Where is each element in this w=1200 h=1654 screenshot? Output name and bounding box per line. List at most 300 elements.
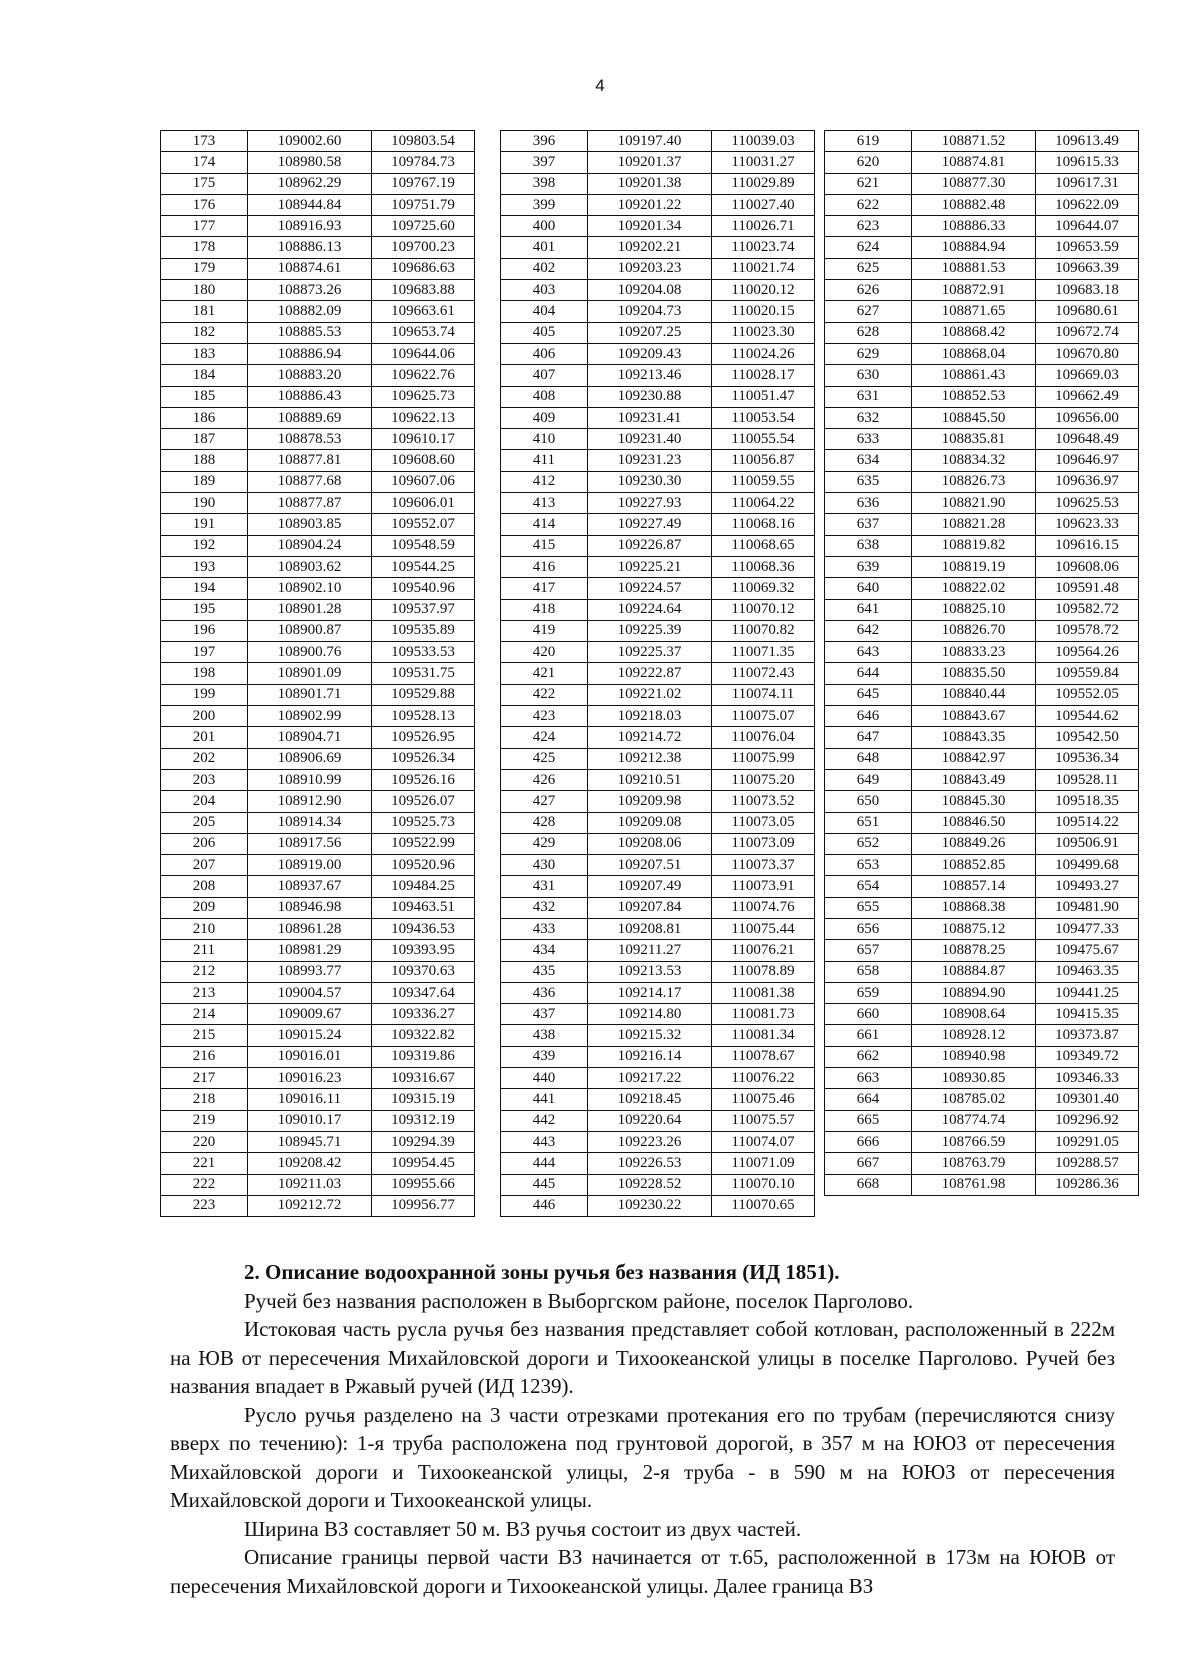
x-coordinate-cell: 108834.32 <box>912 450 1036 471</box>
x-coordinate-cell: 109207.51 <box>588 855 712 876</box>
y-coordinate-cell: 109301.40 <box>1036 1089 1139 1110</box>
point-number-cell: 662 <box>825 1046 912 1067</box>
x-coordinate-cell: 109201.38 <box>588 173 712 194</box>
point-number-cell: 188 <box>161 450 248 471</box>
point-number-cell: 189 <box>161 471 248 492</box>
y-coordinate-cell: 109955.66 <box>372 1174 475 1195</box>
x-coordinate-cell: 108912.90 <box>248 791 372 812</box>
y-coordinate-cell: 110068.36 <box>712 556 815 577</box>
table-row <box>825 556 1139 577</box>
table-row <box>501 769 815 790</box>
y-coordinate-cell: 110074.07 <box>712 1131 815 1152</box>
x-coordinate-cell: 108877.87 <box>248 493 372 514</box>
table-row <box>501 1110 815 1131</box>
point-number-cell: 408 <box>501 386 588 407</box>
point-number-cell: 633 <box>825 429 912 450</box>
table-row <box>501 471 815 492</box>
x-coordinate-cell: 109212.72 <box>248 1195 372 1216</box>
point-number-cell: 629 <box>825 343 912 364</box>
table-row <box>501 876 815 897</box>
x-coordinate-cell: 109212.38 <box>588 748 712 769</box>
x-coordinate-cell: 108843.35 <box>912 727 1036 748</box>
table-row <box>501 918 815 939</box>
x-coordinate-cell: 109201.37 <box>588 152 712 173</box>
table-row <box>161 280 475 301</box>
table-row <box>825 131 1139 152</box>
y-coordinate-cell: 109294.39 <box>372 1131 475 1152</box>
x-coordinate-cell: 108928.12 <box>912 1025 1036 1046</box>
x-coordinate-cell: 108902.99 <box>248 706 372 727</box>
table-row <box>161 876 475 897</box>
y-coordinate-cell: 109646.97 <box>1036 450 1139 471</box>
x-coordinate-cell: 108884.94 <box>912 237 1036 258</box>
point-number-cell: 396 <box>501 131 588 152</box>
x-coordinate-cell: 109204.08 <box>588 280 712 301</box>
x-coordinate-cell: 109197.40 <box>588 131 712 152</box>
table-row <box>501 1068 815 1089</box>
y-coordinate-cell: 110031.27 <box>712 152 815 173</box>
x-coordinate-cell: 108886.43 <box>248 386 372 407</box>
y-coordinate-cell: 109436.53 <box>372 918 475 939</box>
point-number-cell: 656 <box>825 918 912 939</box>
y-coordinate-cell: 109415.35 <box>1036 1004 1139 1025</box>
point-number-cell: 422 <box>501 684 588 705</box>
x-coordinate-cell: 108906.69 <box>248 748 372 769</box>
point-number-cell: 407 <box>501 365 588 386</box>
point-number-cell: 663 <box>825 1068 912 1089</box>
x-coordinate-cell: 108882.09 <box>248 301 372 322</box>
table-row <box>501 1004 815 1025</box>
point-number-cell: 645 <box>825 684 912 705</box>
table-row <box>161 663 475 684</box>
y-coordinate-cell: 109610.17 <box>372 429 475 450</box>
point-number-cell: 179 <box>161 258 248 279</box>
y-coordinate-cell: 110073.37 <box>712 855 815 876</box>
point-number-cell: 660 <box>825 1004 912 1025</box>
y-coordinate-cell: 109526.07 <box>372 791 475 812</box>
point-number-cell: 203 <box>161 769 248 790</box>
table-row <box>501 131 815 152</box>
table-row <box>825 407 1139 428</box>
table-row <box>501 812 815 833</box>
x-coordinate-cell: 108875.12 <box>912 918 1036 939</box>
table-row <box>501 791 815 812</box>
coordinates-table-3 <box>824 130 1139 1196</box>
point-number-cell: 184 <box>161 365 248 386</box>
y-coordinate-cell: 110023.74 <box>712 237 815 258</box>
x-coordinate-cell: 108857.14 <box>912 876 1036 897</box>
point-number-cell: 181 <box>161 301 248 322</box>
x-coordinate-cell: 109015.24 <box>248 1025 372 1046</box>
y-coordinate-cell: 110059.55 <box>712 471 815 492</box>
point-number-cell: 202 <box>161 748 248 769</box>
point-number-cell: 418 <box>501 599 588 620</box>
y-coordinate-cell: 110073.52 <box>712 791 815 812</box>
table-row <box>161 812 475 833</box>
y-coordinate-cell: 110027.40 <box>712 194 815 215</box>
table-row <box>501 833 815 854</box>
point-number-cell: 173 <box>161 131 248 152</box>
table-row <box>501 194 815 215</box>
table-row <box>161 216 475 237</box>
point-number-cell: 409 <box>501 407 588 428</box>
x-coordinate-cell: 108846.50 <box>912 812 1036 833</box>
x-coordinate-cell: 109214.80 <box>588 1004 712 1025</box>
point-number-cell: 177 <box>161 216 248 237</box>
x-coordinate-cell: 109213.53 <box>588 961 712 982</box>
x-coordinate-cell: 108916.93 <box>248 216 372 237</box>
y-coordinate-cell: 110064.22 <box>712 493 815 514</box>
y-coordinate-cell: 109623.33 <box>1036 514 1139 535</box>
x-coordinate-cell: 108849.26 <box>912 833 1036 854</box>
x-coordinate-cell: 109016.11 <box>248 1089 372 1110</box>
table-row <box>161 620 475 641</box>
x-coordinate-cell: 109217.22 <box>588 1068 712 1089</box>
x-coordinate-cell: 108763.79 <box>912 1153 1036 1174</box>
y-coordinate-cell: 109316.67 <box>372 1068 475 1089</box>
y-coordinate-cell: 110075.07 <box>712 706 815 727</box>
table-row <box>501 684 815 705</box>
table-row <box>501 642 815 663</box>
y-coordinate-cell: 109644.06 <box>372 343 475 364</box>
point-number-cell: 429 <box>501 833 588 854</box>
x-coordinate-cell: 108774.74 <box>912 1110 1036 1131</box>
x-coordinate-cell: 109227.93 <box>588 493 712 514</box>
y-coordinate-cell: 110021.74 <box>712 258 815 279</box>
point-number-cell: 426 <box>501 769 588 790</box>
y-coordinate-cell: 109644.07 <box>1036 216 1139 237</box>
point-number-cell: 201 <box>161 727 248 748</box>
table-row <box>825 173 1139 194</box>
x-coordinate-cell: 109209.08 <box>588 812 712 833</box>
y-coordinate-cell: 109288.57 <box>1036 1153 1139 1174</box>
table-row <box>825 237 1139 258</box>
point-number-cell: 399 <box>501 194 588 215</box>
x-coordinate-cell: 109201.22 <box>588 194 712 215</box>
table-row <box>825 876 1139 897</box>
point-number-cell: 628 <box>825 322 912 343</box>
point-number-cell: 442 <box>501 1110 588 1131</box>
x-coordinate-cell: 108944.84 <box>248 194 372 215</box>
y-coordinate-cell: 109322.82 <box>372 1025 475 1046</box>
y-coordinate-cell: 110074.76 <box>712 897 815 918</box>
y-coordinate-cell: 109370.63 <box>372 961 475 982</box>
x-coordinate-cell: 108842.97 <box>912 748 1036 769</box>
section-heading: 2. Описание водоохранной зоны ручья без названия (ИД 1851). <box>244 1260 840 1284</box>
table-row <box>161 918 475 939</box>
x-coordinate-cell: 109227.49 <box>588 514 712 535</box>
y-coordinate-cell: 110029.89 <box>712 173 815 194</box>
x-coordinate-cell: 109210.51 <box>588 769 712 790</box>
table-row <box>825 982 1139 1003</box>
point-number-cell: 666 <box>825 1131 912 1152</box>
y-coordinate-cell: 109477.33 <box>1036 918 1139 939</box>
table-row <box>501 748 815 769</box>
table-row <box>825 216 1139 237</box>
y-coordinate-cell: 109552.05 <box>1036 684 1139 705</box>
y-coordinate-cell: 109499.68 <box>1036 855 1139 876</box>
point-number-cell: 657 <box>825 940 912 961</box>
point-number-cell: 187 <box>161 429 248 450</box>
table-row <box>161 514 475 535</box>
point-number-cell: 653 <box>825 855 912 876</box>
table-row <box>501 386 815 407</box>
x-coordinate-cell: 108894.90 <box>912 982 1036 1003</box>
y-coordinate-cell: 110081.38 <box>712 982 815 1003</box>
y-coordinate-cell: 109514.22 <box>1036 812 1139 833</box>
point-number-cell: 654 <box>825 876 912 897</box>
x-coordinate-cell: 108908.64 <box>912 1004 1036 1025</box>
point-number-cell: 667 <box>825 1153 912 1174</box>
table-row <box>825 599 1139 620</box>
table-row <box>161 1025 475 1046</box>
point-number-cell: 445 <box>501 1174 588 1195</box>
table-row <box>161 386 475 407</box>
x-coordinate-cell: 108904.71 <box>248 727 372 748</box>
x-coordinate-cell: 109204.73 <box>588 301 712 322</box>
x-coordinate-cell: 108900.87 <box>248 620 372 641</box>
point-number-cell: 432 <box>501 897 588 918</box>
x-coordinate-cell: 108878.25 <box>912 940 1036 961</box>
table-row <box>825 833 1139 854</box>
table-row <box>161 493 475 514</box>
x-coordinate-cell: 108821.90 <box>912 493 1036 514</box>
y-coordinate-cell: 109347.64 <box>372 982 475 1003</box>
x-coordinate-cell: 108845.50 <box>912 407 1036 428</box>
table-row <box>501 727 815 748</box>
table-row <box>161 940 475 961</box>
y-coordinate-cell: 109672.74 <box>1036 322 1139 343</box>
y-coordinate-cell: 110051.47 <box>712 386 815 407</box>
y-coordinate-cell: 109625.53 <box>1036 493 1139 514</box>
point-number-cell: 194 <box>161 578 248 599</box>
x-coordinate-cell: 109002.60 <box>248 131 372 152</box>
y-coordinate-cell: 109529.88 <box>372 684 475 705</box>
y-coordinate-cell: 110075.44 <box>712 918 815 939</box>
point-number-cell: 658 <box>825 961 912 982</box>
y-coordinate-cell: 109540.96 <box>372 578 475 599</box>
table-row <box>161 258 475 279</box>
x-coordinate-cell: 108873.26 <box>248 280 372 301</box>
x-coordinate-cell: 108877.30 <box>912 173 1036 194</box>
y-coordinate-cell: 110081.34 <box>712 1025 815 1046</box>
y-coordinate-cell: 109648.49 <box>1036 429 1139 450</box>
x-coordinate-cell: 108761.98 <box>912 1174 1036 1195</box>
y-coordinate-cell: 109526.34 <box>372 748 475 769</box>
point-number-cell: 215 <box>161 1025 248 1046</box>
table-row <box>825 258 1139 279</box>
point-number-cell: 205 <box>161 812 248 833</box>
x-coordinate-cell: 108901.09 <box>248 663 372 684</box>
y-coordinate-cell: 109608.60 <box>372 450 475 471</box>
x-coordinate-cell: 109215.32 <box>588 1025 712 1046</box>
point-number-cell: 175 <box>161 173 248 194</box>
table-row <box>501 1174 815 1195</box>
point-number-cell: 650 <box>825 791 912 812</box>
table-row <box>825 1174 1139 1195</box>
y-coordinate-cell: 110026.71 <box>712 216 815 237</box>
x-coordinate-cell: 108819.82 <box>912 535 1036 556</box>
y-coordinate-cell: 109533.53 <box>372 642 475 663</box>
y-coordinate-cell: 109552.07 <box>372 514 475 535</box>
y-coordinate-cell: 110074.11 <box>712 684 815 705</box>
section-text <box>170 1258 1115 1600</box>
table-row <box>161 1110 475 1131</box>
table-row <box>161 407 475 428</box>
y-coordinate-cell: 109528.13 <box>372 706 475 727</box>
point-number-cell: 197 <box>161 642 248 663</box>
point-number-cell: 211 <box>161 940 248 961</box>
x-coordinate-cell: 108835.81 <box>912 429 1036 450</box>
y-coordinate-cell: 109531.75 <box>372 663 475 684</box>
y-coordinate-cell: 109662.49 <box>1036 386 1139 407</box>
table-row <box>161 450 475 471</box>
y-coordinate-cell: 110073.09 <box>712 833 815 854</box>
point-number-cell: 420 <box>501 642 588 663</box>
table-row <box>501 1046 815 1067</box>
table-row <box>825 343 1139 364</box>
table-row <box>825 727 1139 748</box>
point-number-cell: 222 <box>161 1174 248 1195</box>
table-row <box>161 365 475 386</box>
table-row <box>825 1153 1139 1174</box>
table-row <box>825 1089 1139 1110</box>
point-number-cell: 651 <box>825 812 912 833</box>
table-row <box>825 280 1139 301</box>
y-coordinate-cell: 110069.32 <box>712 578 815 599</box>
x-coordinate-cell: 108904.24 <box>248 535 372 556</box>
y-coordinate-cell: 110073.91 <box>712 876 815 897</box>
y-coordinate-cell: 109615.33 <box>1036 152 1139 173</box>
y-coordinate-cell: 109670.80 <box>1036 343 1139 364</box>
y-coordinate-cell: 110068.65 <box>712 535 815 556</box>
y-coordinate-cell: 110078.89 <box>712 961 815 982</box>
point-number-cell: 639 <box>825 556 912 577</box>
table-row <box>501 493 815 514</box>
point-number-cell: 424 <box>501 727 588 748</box>
table-row <box>501 663 815 684</box>
point-number-cell: 174 <box>161 152 248 173</box>
y-coordinate-cell: 110078.67 <box>712 1046 815 1067</box>
x-coordinate-cell: 108868.38 <box>912 897 1036 918</box>
table-row <box>161 237 475 258</box>
y-coordinate-cell: 109319.86 <box>372 1046 475 1067</box>
table-row <box>501 258 815 279</box>
point-number-cell: 647 <box>825 727 912 748</box>
y-coordinate-cell: 109607.06 <box>372 471 475 492</box>
y-coordinate-cell: 110075.20 <box>712 769 815 790</box>
point-number-cell: 176 <box>161 194 248 215</box>
table-row <box>501 599 815 620</box>
point-number-cell: 421 <box>501 663 588 684</box>
point-number-cell: 642 <box>825 620 912 641</box>
table-row <box>825 706 1139 727</box>
x-coordinate-cell: 109211.03 <box>248 1174 372 1195</box>
table-row <box>161 982 475 1003</box>
point-number-cell: 185 <box>161 386 248 407</box>
table-row <box>501 407 815 428</box>
x-coordinate-cell: 108819.19 <box>912 556 1036 577</box>
y-coordinate-cell: 109725.60 <box>372 216 475 237</box>
y-coordinate-cell: 109700.23 <box>372 237 475 258</box>
y-coordinate-cell: 109622.13 <box>372 407 475 428</box>
x-coordinate-cell: 108822.02 <box>912 578 1036 599</box>
table-row <box>825 514 1139 535</box>
x-coordinate-cell: 109009.67 <box>248 1004 372 1025</box>
table-row <box>501 535 815 556</box>
point-number-cell: 436 <box>501 982 588 1003</box>
table-row <box>825 1131 1139 1152</box>
point-number-cell: 619 <box>825 131 912 152</box>
point-number-cell: 417 <box>501 578 588 599</box>
y-coordinate-cell: 110023.30 <box>712 322 815 343</box>
y-coordinate-cell: 110070.65 <box>712 1195 815 1216</box>
y-coordinate-cell: 109622.76 <box>372 365 475 386</box>
x-coordinate-cell: 109209.98 <box>588 791 712 812</box>
x-coordinate-cell: 109010.17 <box>248 1110 372 1131</box>
x-coordinate-cell: 108902.10 <box>248 578 372 599</box>
x-coordinate-cell: 109207.49 <box>588 876 712 897</box>
y-coordinate-cell: 110070.12 <box>712 599 815 620</box>
y-coordinate-cell: 110071.35 <box>712 642 815 663</box>
x-coordinate-cell: 108910.99 <box>248 769 372 790</box>
x-coordinate-cell: 108871.65 <box>912 301 1036 322</box>
table-row <box>501 301 815 322</box>
y-coordinate-cell: 110073.05 <box>712 812 815 833</box>
table-row <box>501 173 815 194</box>
x-coordinate-cell: 109222.87 <box>588 663 712 684</box>
point-number-cell: 435 <box>501 961 588 982</box>
table-row <box>161 535 475 556</box>
coordinates-table-2 <box>500 130 815 1217</box>
point-number-cell: 655 <box>825 897 912 918</box>
y-coordinate-cell: 109544.62 <box>1036 706 1139 727</box>
point-number-cell: 428 <box>501 812 588 833</box>
table-row <box>825 578 1139 599</box>
y-coordinate-cell: 109751.79 <box>372 194 475 215</box>
y-coordinate-cell: 110070.10 <box>712 1174 815 1195</box>
point-number-cell: 223 <box>161 1195 248 1216</box>
table-row <box>825 642 1139 663</box>
x-coordinate-cell: 109208.06 <box>588 833 712 854</box>
y-coordinate-cell: 109606.01 <box>372 493 475 514</box>
table-row <box>825 194 1139 215</box>
point-number-cell: 400 <box>501 216 588 237</box>
table-row <box>501 855 815 876</box>
table-row <box>825 1110 1139 1131</box>
point-number-cell: 431 <box>501 876 588 897</box>
point-number-cell: 208 <box>161 876 248 897</box>
y-coordinate-cell: 109784.73 <box>372 152 475 173</box>
y-coordinate-cell: 109656.00 <box>1036 407 1139 428</box>
y-coordinate-cell: 109463.51 <box>372 897 475 918</box>
y-coordinate-cell: 110075.57 <box>712 1110 815 1131</box>
table-row <box>161 1153 475 1174</box>
point-number-cell: 204 <box>161 791 248 812</box>
y-coordinate-cell: 109548.59 <box>372 535 475 556</box>
point-number-cell: 624 <box>825 237 912 258</box>
x-coordinate-cell: 108917.56 <box>248 833 372 854</box>
x-coordinate-cell: 108878.53 <box>248 429 372 450</box>
x-coordinate-cell: 108785.02 <box>912 1089 1036 1110</box>
point-number-cell: 646 <box>825 706 912 727</box>
point-number-cell: 219 <box>161 1110 248 1131</box>
y-coordinate-cell: 109578.72 <box>1036 620 1139 641</box>
point-number-cell: 398 <box>501 173 588 194</box>
y-coordinate-cell: 109518.35 <box>1036 791 1139 812</box>
x-coordinate-cell: 109201.34 <box>588 216 712 237</box>
x-coordinate-cell: 109218.45 <box>588 1089 712 1110</box>
